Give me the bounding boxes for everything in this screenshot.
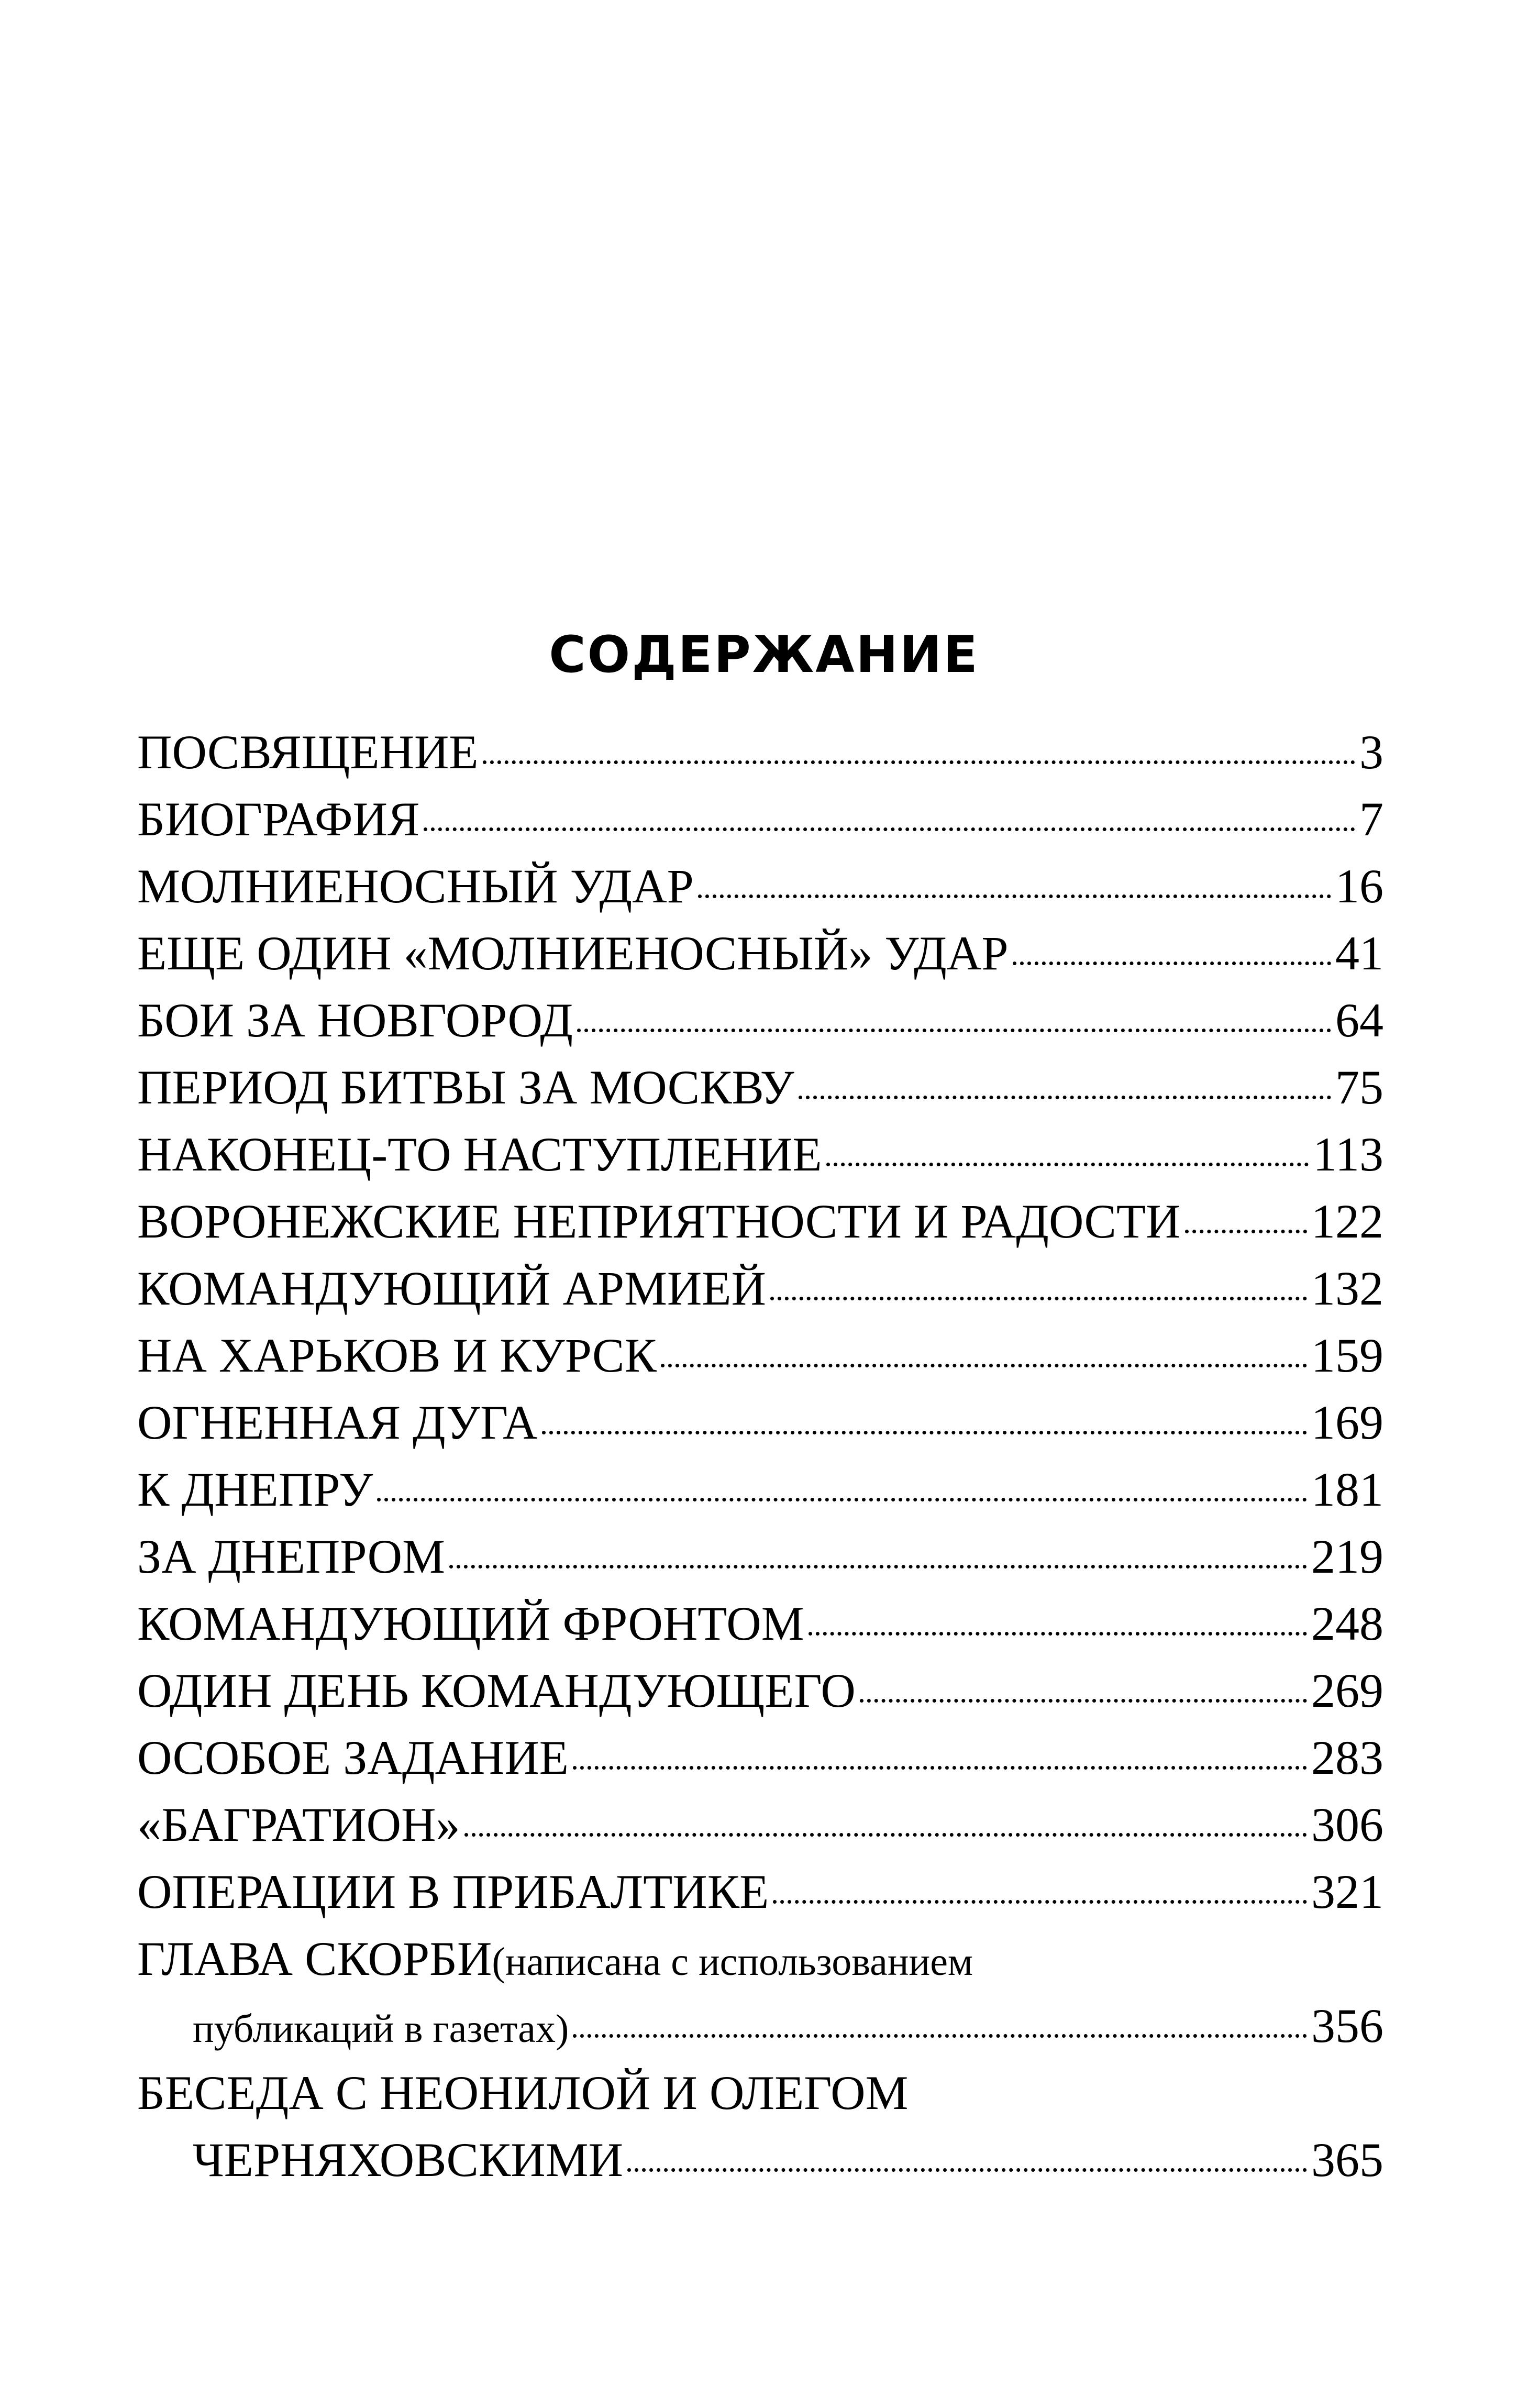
toc-entry-title-continued: ЧЕРНЯХОВСКИМИ xyxy=(193,2133,623,2186)
toc-entry-page: 41 xyxy=(1335,926,1383,980)
toc-entry-title: ОГНЕННАЯ ДУГА xyxy=(137,1396,538,1449)
toc-entry-title: ПЕРИОД БИТВЫ ЗА МОСКВУ xyxy=(137,1061,794,1114)
toc-entry-title: «БАГРАТИОН» xyxy=(137,1798,460,1851)
toc-entry[interactable] xyxy=(137,987,1383,1054)
dot-leader xyxy=(773,1900,1307,1904)
toc-entry-title: ВОРОНЕЖСКИЕ НЕПРИЯТНОСТИ И РАДОСТИ xyxy=(137,1195,1181,1248)
dot-leader xyxy=(577,1029,1331,1032)
dot-leader xyxy=(464,1833,1307,1837)
toc-entry-title: МОЛНИЕНОСНЫЙ УДАР xyxy=(137,859,694,913)
toc-entry[interactable] xyxy=(137,1456,1383,1523)
toc-entry-title: ГЛАВА СКОРБИ xyxy=(137,1932,492,1985)
dot-leader xyxy=(860,1699,1307,1703)
toc-entry[interactable] xyxy=(137,1054,1383,1121)
toc-entry-first-line xyxy=(137,1925,1383,1992)
dot-leader xyxy=(377,1498,1307,1501)
toc-entry[interactable] xyxy=(137,1523,1383,1590)
toc-entry[interactable] xyxy=(137,853,1383,920)
dot-leader xyxy=(627,2168,1307,2172)
dot-leader xyxy=(799,1096,1331,1099)
toc-entry-note-continued: публикаций в газетах) xyxy=(193,2007,569,2051)
toc-entry-title: КОМАНДУЮЩИЙ ФРОНТОМ xyxy=(137,1597,804,1650)
toc-entry[interactable] xyxy=(137,1322,1383,1389)
dot-leader xyxy=(424,827,1355,831)
toc-entry[interactable] xyxy=(137,1590,1383,1657)
toc-entry-page: 283 xyxy=(1311,1731,1383,1784)
toc-entry-title: ОПЕРАЦИИ В ПРИБАЛТИКЕ xyxy=(137,1865,769,1918)
toc-entry[interactable] xyxy=(137,1858,1383,1925)
toc-entry-page: 159 xyxy=(1311,1329,1383,1382)
toc-entry-title: БИОГРАФИЯ xyxy=(137,792,420,846)
toc-entry-page: 7 xyxy=(1359,792,1383,846)
toc-entry-page: 248 xyxy=(1311,1597,1383,1650)
toc-entry-page: 356 xyxy=(1311,1999,1383,2052)
toc-entry-title: ЗА ДНЕПРОМ xyxy=(137,1530,445,1583)
toc-entry[interactable] xyxy=(137,786,1383,853)
toc-entry-page: 321 xyxy=(1311,1865,1383,1918)
toc-entry-multiline[interactable] xyxy=(137,2059,1383,2193)
toc-entry-multiline[interactable] xyxy=(137,1925,1383,2059)
toc-entry[interactable] xyxy=(137,1188,1383,1255)
toc-entry-note: (написана с использованием xyxy=(492,1940,973,1984)
toc-entry-title: ЕЩЕ ОДИН «МОЛНИЕНОСНЫЙ» УДАР xyxy=(137,926,1009,980)
dot-leader xyxy=(542,1431,1307,1434)
toc-entry-page: 269 xyxy=(1311,1664,1383,1717)
toc-entry-page: 169 xyxy=(1311,1396,1383,1449)
table-of-contents xyxy=(137,719,1383,2193)
dot-leader xyxy=(1185,1230,1307,1233)
toc-entry-title: К ДНЕПРУ xyxy=(137,1463,373,1516)
dot-leader xyxy=(809,1632,1307,1636)
toc-entry-title: ПОСВЯЩЕНИЕ xyxy=(137,725,479,779)
toc-entry-title: НАКОНЕЦ-ТО НАСТУПЛЕНИЕ xyxy=(137,1128,822,1181)
toc-entry-title: ОСОБОЕ ЗАДАНИЕ xyxy=(137,1731,569,1784)
dot-leader xyxy=(1013,962,1331,965)
toc-entry-page: 113 xyxy=(1313,1128,1383,1181)
toc-entry[interactable] xyxy=(137,1255,1383,1322)
toc-entry-title: КОМАНДУЮЩИЙ АРМИЕЙ xyxy=(137,1262,766,1315)
toc-entry[interactable] xyxy=(137,719,1383,786)
toc-entry-second-line xyxy=(137,1992,1383,2059)
toc-entry-title: БОИ ЗА НОВГОРОД xyxy=(137,993,573,1047)
toc-entry-page: 365 xyxy=(1311,2133,1383,2186)
dot-leader xyxy=(698,894,1331,898)
toc-entry[interactable] xyxy=(137,1791,1383,1858)
toc-entry-page: 64 xyxy=(1335,993,1383,1047)
page-title: СОДЕРЖАНИЕ xyxy=(549,625,979,684)
dot-leader xyxy=(449,1565,1307,1568)
dot-leader xyxy=(483,760,1355,764)
dot-leader xyxy=(770,1297,1307,1300)
toc-entry[interactable] xyxy=(137,1657,1383,1724)
dot-leader xyxy=(826,1163,1309,1166)
toc-entry-page: 122 xyxy=(1311,1195,1383,1248)
toc-entry-page: 16 xyxy=(1335,859,1383,913)
toc-entry-title: НА ХАРЬКОВ И КУРСК xyxy=(137,1329,657,1382)
toc-entry-second-line xyxy=(137,2126,1383,2193)
dot-leader xyxy=(661,1364,1307,1367)
toc-entry-title: ОДИН ДЕНЬ КОМАНДУЮЩЕГО xyxy=(137,1664,856,1717)
toc-entry[interactable] xyxy=(137,1121,1383,1188)
dot-leader xyxy=(573,1766,1307,1770)
toc-entry-page: 3 xyxy=(1359,725,1383,779)
toc-entry-page: 75 xyxy=(1335,1061,1383,1114)
toc-entry[interactable] xyxy=(137,1389,1383,1456)
toc-entry[interactable] xyxy=(137,1724,1383,1791)
toc-entry-page: 181 xyxy=(1311,1463,1383,1516)
toc-entry-title: БЕСЕДА С НЕОНИЛОЙ И ОЛЕГОМ xyxy=(137,2066,909,2119)
toc-entry-page: 306 xyxy=(1311,1798,1383,1851)
toc-entry[interactable] xyxy=(137,920,1383,987)
toc-entry-page: 132 xyxy=(1311,1262,1383,1315)
toc-entry-page: 219 xyxy=(1311,1530,1383,1583)
dot-leader xyxy=(573,2034,1307,2038)
